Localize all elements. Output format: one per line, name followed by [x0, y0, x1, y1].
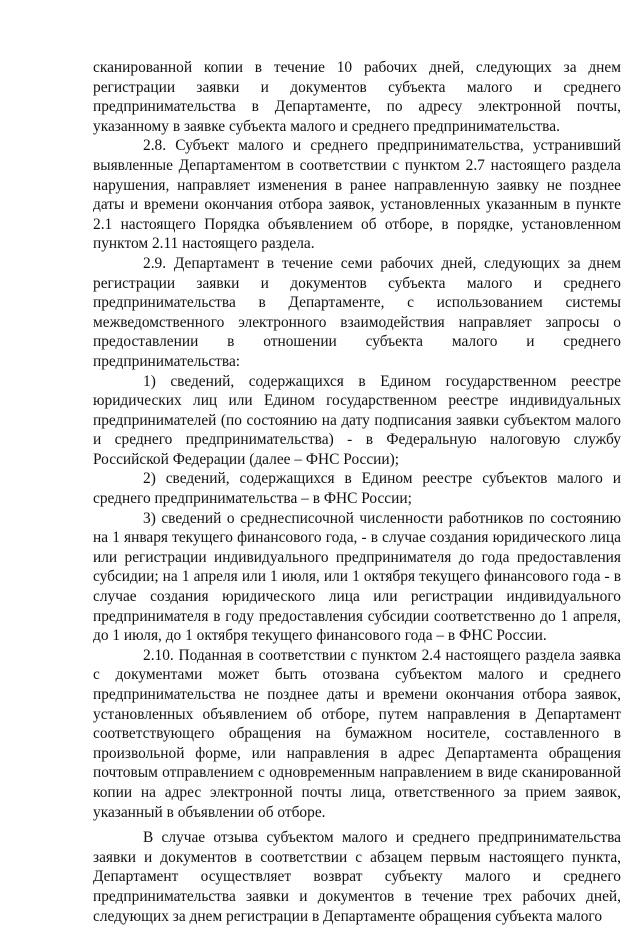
- paragraph-2-10: 2.10. Поданная в соответствии с пунктом 2.4 настоящего раздела заявка с документами может быть отозвана субъектом малого и среднего предпринимательства не позднее даты и времени окончания отбора заявок, установленных объявлением об отборе, путем направления в Департамент соответствующего обращения на бумажном носителе, составленного в произвольной форме, или направления в адрес Департамента обращения почтовым отправлением с одновременным направлением в виде сканированной копии на адрес электронной почты лица, ответственного за прием заявок, указанный в объявлении об отборе.: [93, 646, 621, 821]
- paragraph-continuation: сканированной копии в течение 10 рабочих дней, следующих за днем регистрации заявки и документов субъекта малого и среднего предпринимательства в Департаменте, по адресу электронной почты, указанному в заявке субъекта малого и среднего предпринимательства.: [93, 59, 621, 135]
- paragraph-withdrawal: В случае отзыва субъектом малого и среднего предпринимательства заявки и документов в соответствии с абзацем первым настоящего пункта, Департамент осуществляет возврат субъекту малого и среднего предпринимательства заявки и документов в течение трех рабочих дней, следующих за днем регистрации в Департаменте обращения субъекта малого: [93, 829, 621, 925]
- list-item-3: 3) сведений о среднесписочной численности работников по состоянию на 1 января текущего финансового года, - в случае создания юридического лица или регистрации индивидуального предпринимателя до года предоставления субсидии; на 1 апреля или 1 июля, или 1 октября текущего финансового года - в случае создания юридического лица или регистрации индивидуального предпринимателя в году предоставления субсидии соответственно до 1 апреля, до 1 июля, до 1 октября текущего финансового года – в ФНС России.: [93, 509, 621, 645]
- paragraph-2-8: 2.8. Субъект малого и среднего предпринимательства, устранивший выявленные Департаментом в соответствии с пунктом 2.7 настоящего раздела нарушения, направляет изменения в ранее направленную заявку не позднее даты и времени окончания отбора заявок, установленных указанным в пункте 2.1 настоящего Порядка объявлением об отборе, в порядке, установленном пунктом 2.11 настоящего раздела.: [93, 137, 621, 253]
- document-page: [93, 58, 621, 926]
- list-item-1: 1) сведений, содержащихся в Едином государственном реестре юридических лиц или Едином государственном реестре индивидуальных предпринимателей (по состоянию на дату подписания заявки субъектом малого и среднего предпринимательства) - в Федеральную налоговую службу Российской Федерации (далее – ФНС России);: [93, 372, 621, 468]
- list-item-2: 2) сведений, содержащихся в Едином реестре субъектов малого и среднего предпринимательства – в ФНС России;: [93, 470, 621, 508]
- paragraph-2-9: 2.9. Департамент в течение семи рабочих дней, следующих за днем регистрации заявки и документов субъекта малого и среднего предпринимательства в Департаменте, с использованием системы межведомственного электронного взаимодействия направляет запросы о предоставлении в отношении субъекта малого и среднего предпринимательства:: [93, 254, 621, 370]
